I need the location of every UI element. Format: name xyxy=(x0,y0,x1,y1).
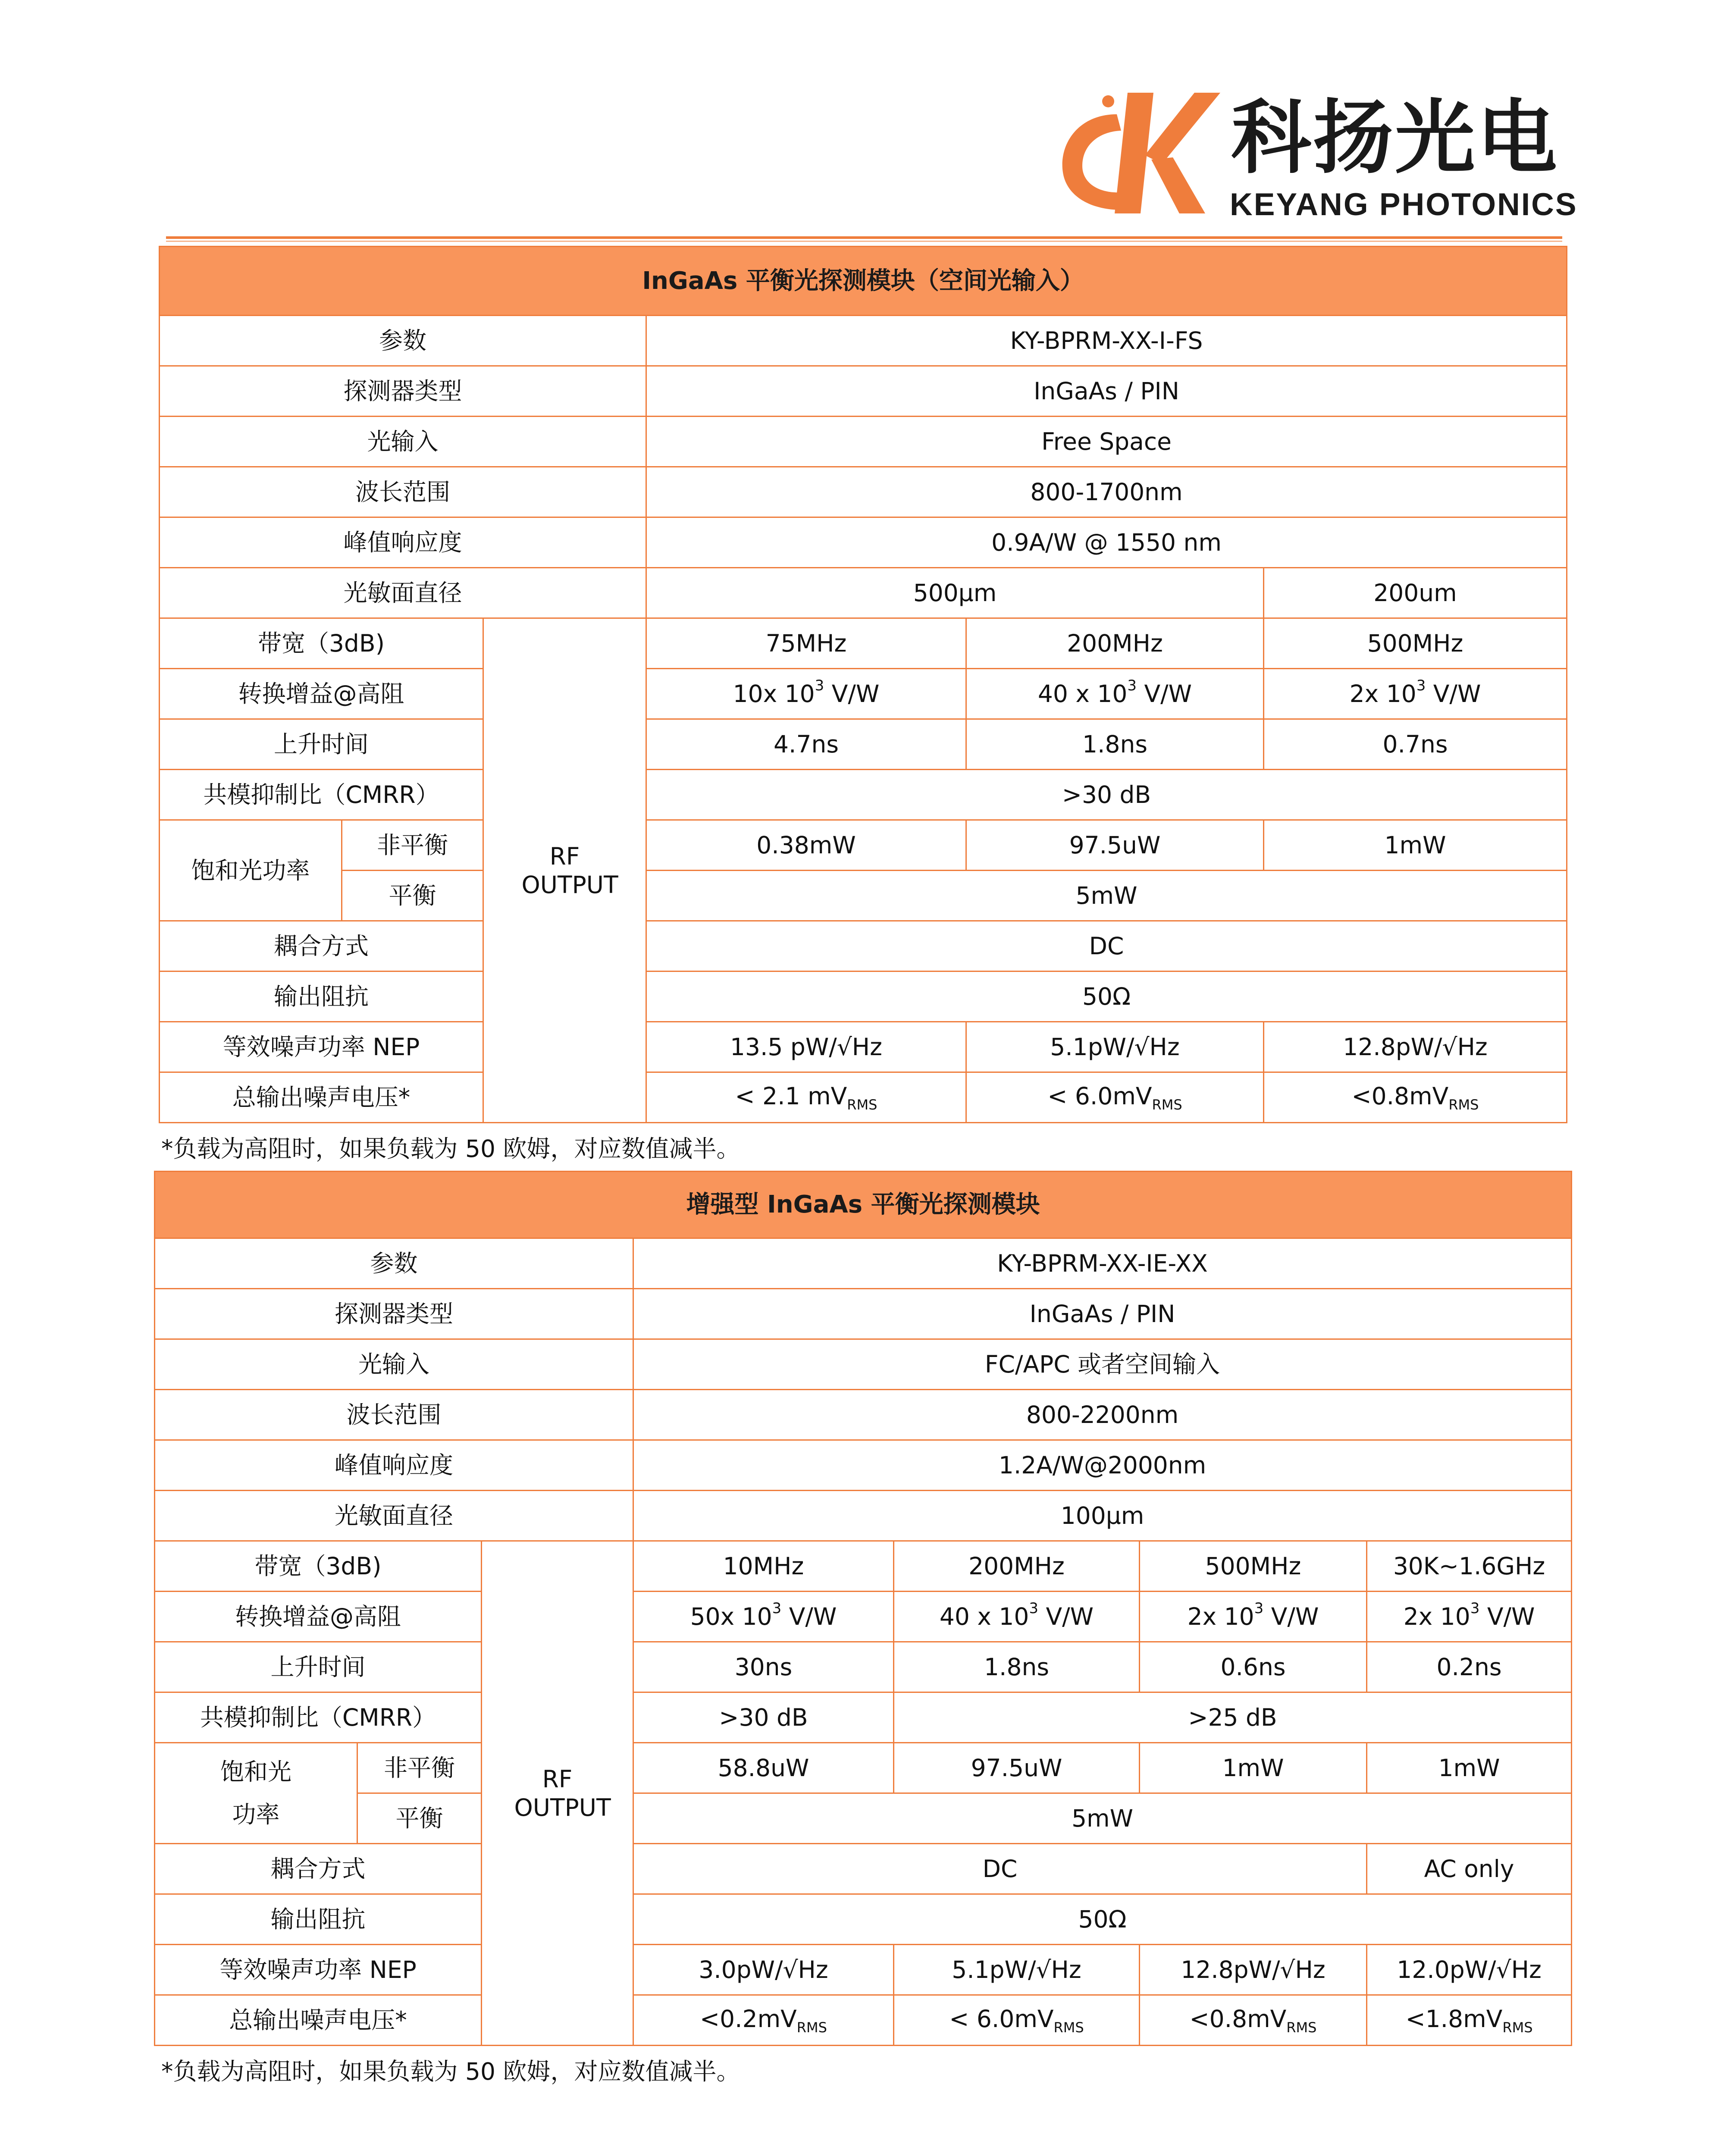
nep-value: 5.1pW/√Hz xyxy=(894,1945,1140,1995)
table-footnote: *负载为高阻时，如果负载为 50 欧姆，对应数值减半。 xyxy=(161,1135,740,1163)
nep-value: 5.1pW/√Hz xyxy=(966,1022,1264,1072)
gain-label: 转换增益@高阻 xyxy=(160,669,483,719)
header-divider-light xyxy=(166,241,1562,242)
saturation-label: 饱和光功率 xyxy=(155,1743,357,1844)
detector-type-label: 探测器类型 xyxy=(155,1289,633,1339)
noise-voltage-value: < $6.0mV_{RMS}$ xyxy=(894,1995,1140,2046)
gain-value: 40 x $10^3$ V/W xyxy=(966,669,1264,719)
coupling-label: 耦合方式 xyxy=(160,921,483,971)
impedance-value: 50Ω xyxy=(633,1894,1572,1945)
optical-input-value: FC/APC 或者空间输入 xyxy=(633,1339,1572,1390)
bandwidth-value: 500MHz xyxy=(1264,618,1567,669)
balanced-value: 5mW xyxy=(633,1793,1572,1844)
unbalanced-label: 非平衡 xyxy=(342,820,483,871)
cmrr-value: >30 dB xyxy=(646,770,1567,820)
rise-time-value: 1.8ns xyxy=(894,1642,1140,1692)
bandwidth-label: 带宽（3dB) xyxy=(155,1541,482,1592)
responsivity-label: 峰值响应度 xyxy=(155,1440,633,1491)
param-label: 参数 xyxy=(160,316,646,366)
param-label: 参数 xyxy=(155,1238,633,1289)
gain-label: 转换增益@高阻 xyxy=(155,1592,482,1642)
coupling-value: DC xyxy=(633,1844,1367,1894)
logo-english-name: KEYANG PHOTONICS xyxy=(1230,187,1578,222)
bandwidth-value: 10MHz xyxy=(633,1541,894,1592)
gain-value: 2x $10^3$ V/W xyxy=(1367,1592,1572,1642)
impedance-label: 输出阻抗 xyxy=(160,971,483,1022)
logo-chinese-name: 科扬光电 xyxy=(1231,91,1559,185)
keyang-logo-icon xyxy=(1052,84,1220,226)
gain-value: 2x $10^3$ V/W xyxy=(1140,1592,1367,1642)
cmrr-value: >25 dB xyxy=(894,1692,1572,1743)
noise-voltage-value: < 2.1 $mV_{RMS}$ xyxy=(646,1072,966,1123)
optical-input-label: 光输入 xyxy=(155,1339,633,1390)
unbalanced-value: 1mW xyxy=(1367,1743,1572,1793)
optical-input-value: Free Space xyxy=(646,417,1567,467)
wavelength-value: 800-2200nm xyxy=(633,1390,1572,1440)
nep-value: 12.8pW/√Hz xyxy=(1264,1022,1567,1072)
noise-voltage-label: 总输出噪声电压* xyxy=(155,1995,482,2046)
spec-table-free-space xyxy=(159,246,1567,1123)
unbalanced-value: 1mW xyxy=(1140,1743,1367,1793)
noise-voltage-label: 总输出噪声电压* xyxy=(160,1072,483,1123)
unbalanced-value: 97.5uW xyxy=(966,820,1264,871)
nep-label: 等效噪声功率 NEP xyxy=(160,1022,483,1072)
unbalanced-value: 1mW xyxy=(1264,820,1567,871)
coupling-value: DC xyxy=(646,921,1567,971)
diameter-value: 200um xyxy=(1264,568,1567,618)
rise-time-label: 上升时间 xyxy=(155,1642,482,1692)
nep-value: 12.8pW/√Hz xyxy=(1140,1945,1367,1995)
rise-time-label: 上升时间 xyxy=(160,719,483,770)
unbalanced-value: 0.38mW xyxy=(646,820,966,871)
bandwidth-value: 500MHz xyxy=(1140,1541,1367,1592)
noise-voltage-value: $<0.2mV_{RMS}$ xyxy=(633,1995,894,2046)
header-divider xyxy=(166,236,1562,239)
unbalanced-value: 97.5uW xyxy=(894,1743,1140,1793)
diameter-label: 光敏面直径 xyxy=(155,1491,633,1541)
gain-value: 2x $10^3$ V/W xyxy=(1264,669,1567,719)
rise-time-value: 0.6ns xyxy=(1140,1642,1367,1692)
nep-value: 13.5 pW/√Hz xyxy=(646,1022,966,1072)
bandwidth-value: 75MHz xyxy=(646,618,966,669)
model-number: KY-BPRM-XX-I-FS xyxy=(646,316,1567,366)
rise-time-value: 0.2ns xyxy=(1367,1642,1572,1692)
unbalanced-value: 58.8uW xyxy=(633,1743,894,1793)
rise-time-value: 1.8ns xyxy=(966,719,1264,770)
nep-value: 12.0pW/√Hz xyxy=(1367,1945,1572,1995)
gain-value: 10x $10^3$ V/W xyxy=(646,669,966,719)
bandwidth-value: 200MHz xyxy=(894,1541,1140,1592)
impedance-label: 输出阻抗 xyxy=(155,1894,482,1945)
company-logo xyxy=(1052,84,1578,226)
bandwidth-value: 200MHz xyxy=(966,618,1264,669)
spec-table-enhanced xyxy=(154,1171,1572,2046)
balanced-label: 平衡 xyxy=(342,871,483,921)
model-number: KY-BPRM-XX-IE-XX xyxy=(633,1238,1572,1289)
rf-output-label: RF OUTPUT xyxy=(482,1541,633,2046)
noise-voltage-value: $<1.8mV_{RMS}$ xyxy=(1367,1995,1572,2046)
responsivity-value: 1.2A/W@2000nm xyxy=(633,1440,1572,1491)
unbalanced-label: 非平衡 xyxy=(357,1743,482,1793)
diameter-value: 100µm xyxy=(633,1491,1572,1541)
coupling-value: AC only xyxy=(1367,1844,1572,1894)
table-footnote: *负载为高阻时，如果负载为 50 欧姆，对应数值减半。 xyxy=(161,2058,740,2085)
bandwidth-label: 带宽（3dB) xyxy=(160,618,483,669)
balanced-label: 平衡 xyxy=(357,1793,482,1844)
cmrr-label: 共模抑制比（CMRR） xyxy=(160,770,483,820)
bandwidth-value: 30K~1.6GHz xyxy=(1367,1541,1572,1592)
cmrr-label: 共模抑制比（CMRR） xyxy=(155,1692,482,1743)
nep-label: 等效噪声功率 NEP xyxy=(155,1945,482,1995)
gain-value: 40 x $10^3$ V/W xyxy=(894,1592,1140,1642)
detector-type-label: 探测器类型 xyxy=(160,366,646,417)
rise-time-value: 30ns xyxy=(633,1642,894,1692)
diameter-value: 500µm xyxy=(646,568,1264,618)
rise-time-value: 0.7ns xyxy=(1264,719,1567,770)
diameter-label: 光敏面直径 xyxy=(160,568,646,618)
nep-value: 3.0pW/√Hz xyxy=(633,1945,894,1995)
wavelength-label: 波长范围 xyxy=(155,1390,633,1440)
balanced-value: 5mW xyxy=(646,871,1567,921)
cmrr-value: >30 dB xyxy=(633,1692,894,1743)
responsivity-label: 峰值响应度 xyxy=(160,517,646,568)
coupling-label: 耦合方式 xyxy=(155,1844,482,1894)
table-title: 增强型 InGaAs 平衡光探测模块 xyxy=(155,1172,1572,1238)
noise-voltage-value: $<0.8mV_{RMS}$ xyxy=(1140,1995,1367,2046)
gain-value: 50x $10^3$ V/W xyxy=(633,1592,894,1642)
table-title: InGaAs 平衡光探测模块（空间光输入） xyxy=(160,247,1567,316)
wavelength-label: 波长范围 xyxy=(160,467,646,517)
wavelength-value: 800-1700nm xyxy=(646,467,1567,517)
optical-input-label: 光输入 xyxy=(160,417,646,467)
detector-type-value: InGaAs / PIN xyxy=(633,1289,1572,1339)
responsivity-value: 0.9A/W @ 1550 nm xyxy=(646,517,1567,568)
impedance-value: 50Ω xyxy=(646,971,1567,1022)
noise-voltage-value: $<0.8mV_{RMS}$ xyxy=(1264,1072,1567,1123)
saturation-label: 饱和光功率 xyxy=(160,820,342,921)
detector-type-value: InGaAs / PIN xyxy=(646,366,1567,417)
rise-time-value: 4.7ns xyxy=(646,719,966,770)
noise-voltage-value: < $6.0mV_{RMS}$ xyxy=(966,1072,1264,1123)
rf-output-label: RF OUTPUT xyxy=(483,618,646,1123)
